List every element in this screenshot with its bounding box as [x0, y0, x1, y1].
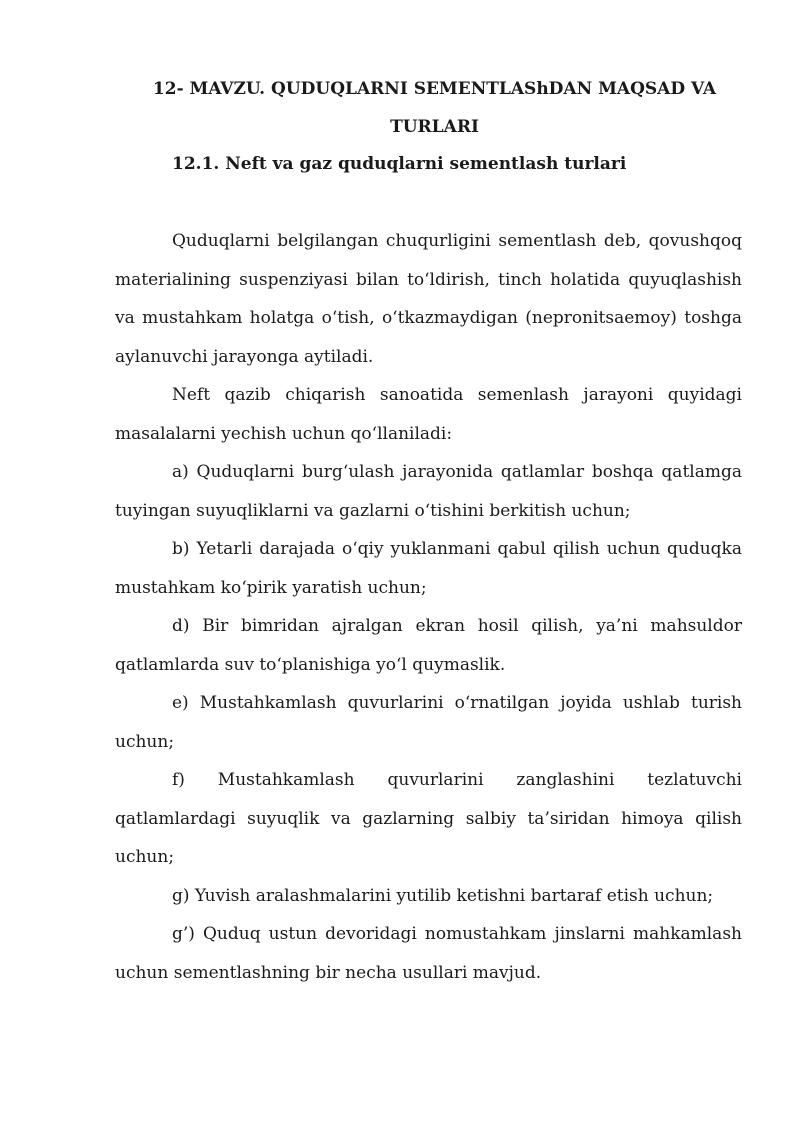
page-title: 12- MAVZU. QUDUQLARNI SEMENTLAShDAN MAQSAD VA TURLARI: [152, 79, 717, 137]
list-item-f: f) Mustahkamlash quvurlarini zanglashini tezlatuvchi qatlamlardagi suyuqlik va gazlarning salbiy ta’siridan himoya qilish uchun;: [115, 770, 742, 867]
paragraph-intro: Neft qazib chiqarish sanoatida semenlash jarayoni quyidagi masalalarni yechish uchun qoʻllaniladi:: [115, 385, 742, 444]
list-item-a: a) Quduqlarni burgʻulash jarayonida qatlamlar boshqa qatlamga tuyingan suyuqliklarni va gazlarni oʻtishini berkitish uchun;: [115, 462, 742, 521]
paragraph-definition: Quduqlarni belgilangan chuqurligini sementlash deb, qovushqoq materialining suspenziyasi bilan toʻldirish, tinch holatida quyuqlashish va mustahkam holatga oʻtish, oʻtkazmaydigan (nepronitsaemoy) toshga aylanuvchi jarayonga aytiladi.: [115, 231, 742, 367]
list-item-b: b) Yetarli darajada oʻqiy yuklanmani qabul qilish uchun quduqka mustahkam koʻpirik yaratish uchun;: [115, 539, 742, 598]
document-page: [115, 70, 742, 992]
list-item-d: d) Bir bimridan ajralgan ekran hosil qilish, ya’ni mahsuldor qatlamlarda suv toʻplanishiga yoʻl quymaslik.: [115, 616, 742, 675]
list-item-e: e) Mustahkamlash quvurlarini oʻrnatilgan joyida ushlab turish uchun;: [115, 693, 742, 752]
list-item-g: g) Yuvish aralashmalarini yutilib ketishni bartaraf etish uchun;: [172, 885, 714, 906]
list-item-g-prime: g’) Quduq ustun devoridagi nomustahkam jinslarni mahkamlash uchun sementlashning bir necha usullari mavjud.: [115, 924, 742, 983]
section-subtitle: 12.1. Neft va gaz quduqlarni sementlash turlari: [172, 154, 627, 174]
